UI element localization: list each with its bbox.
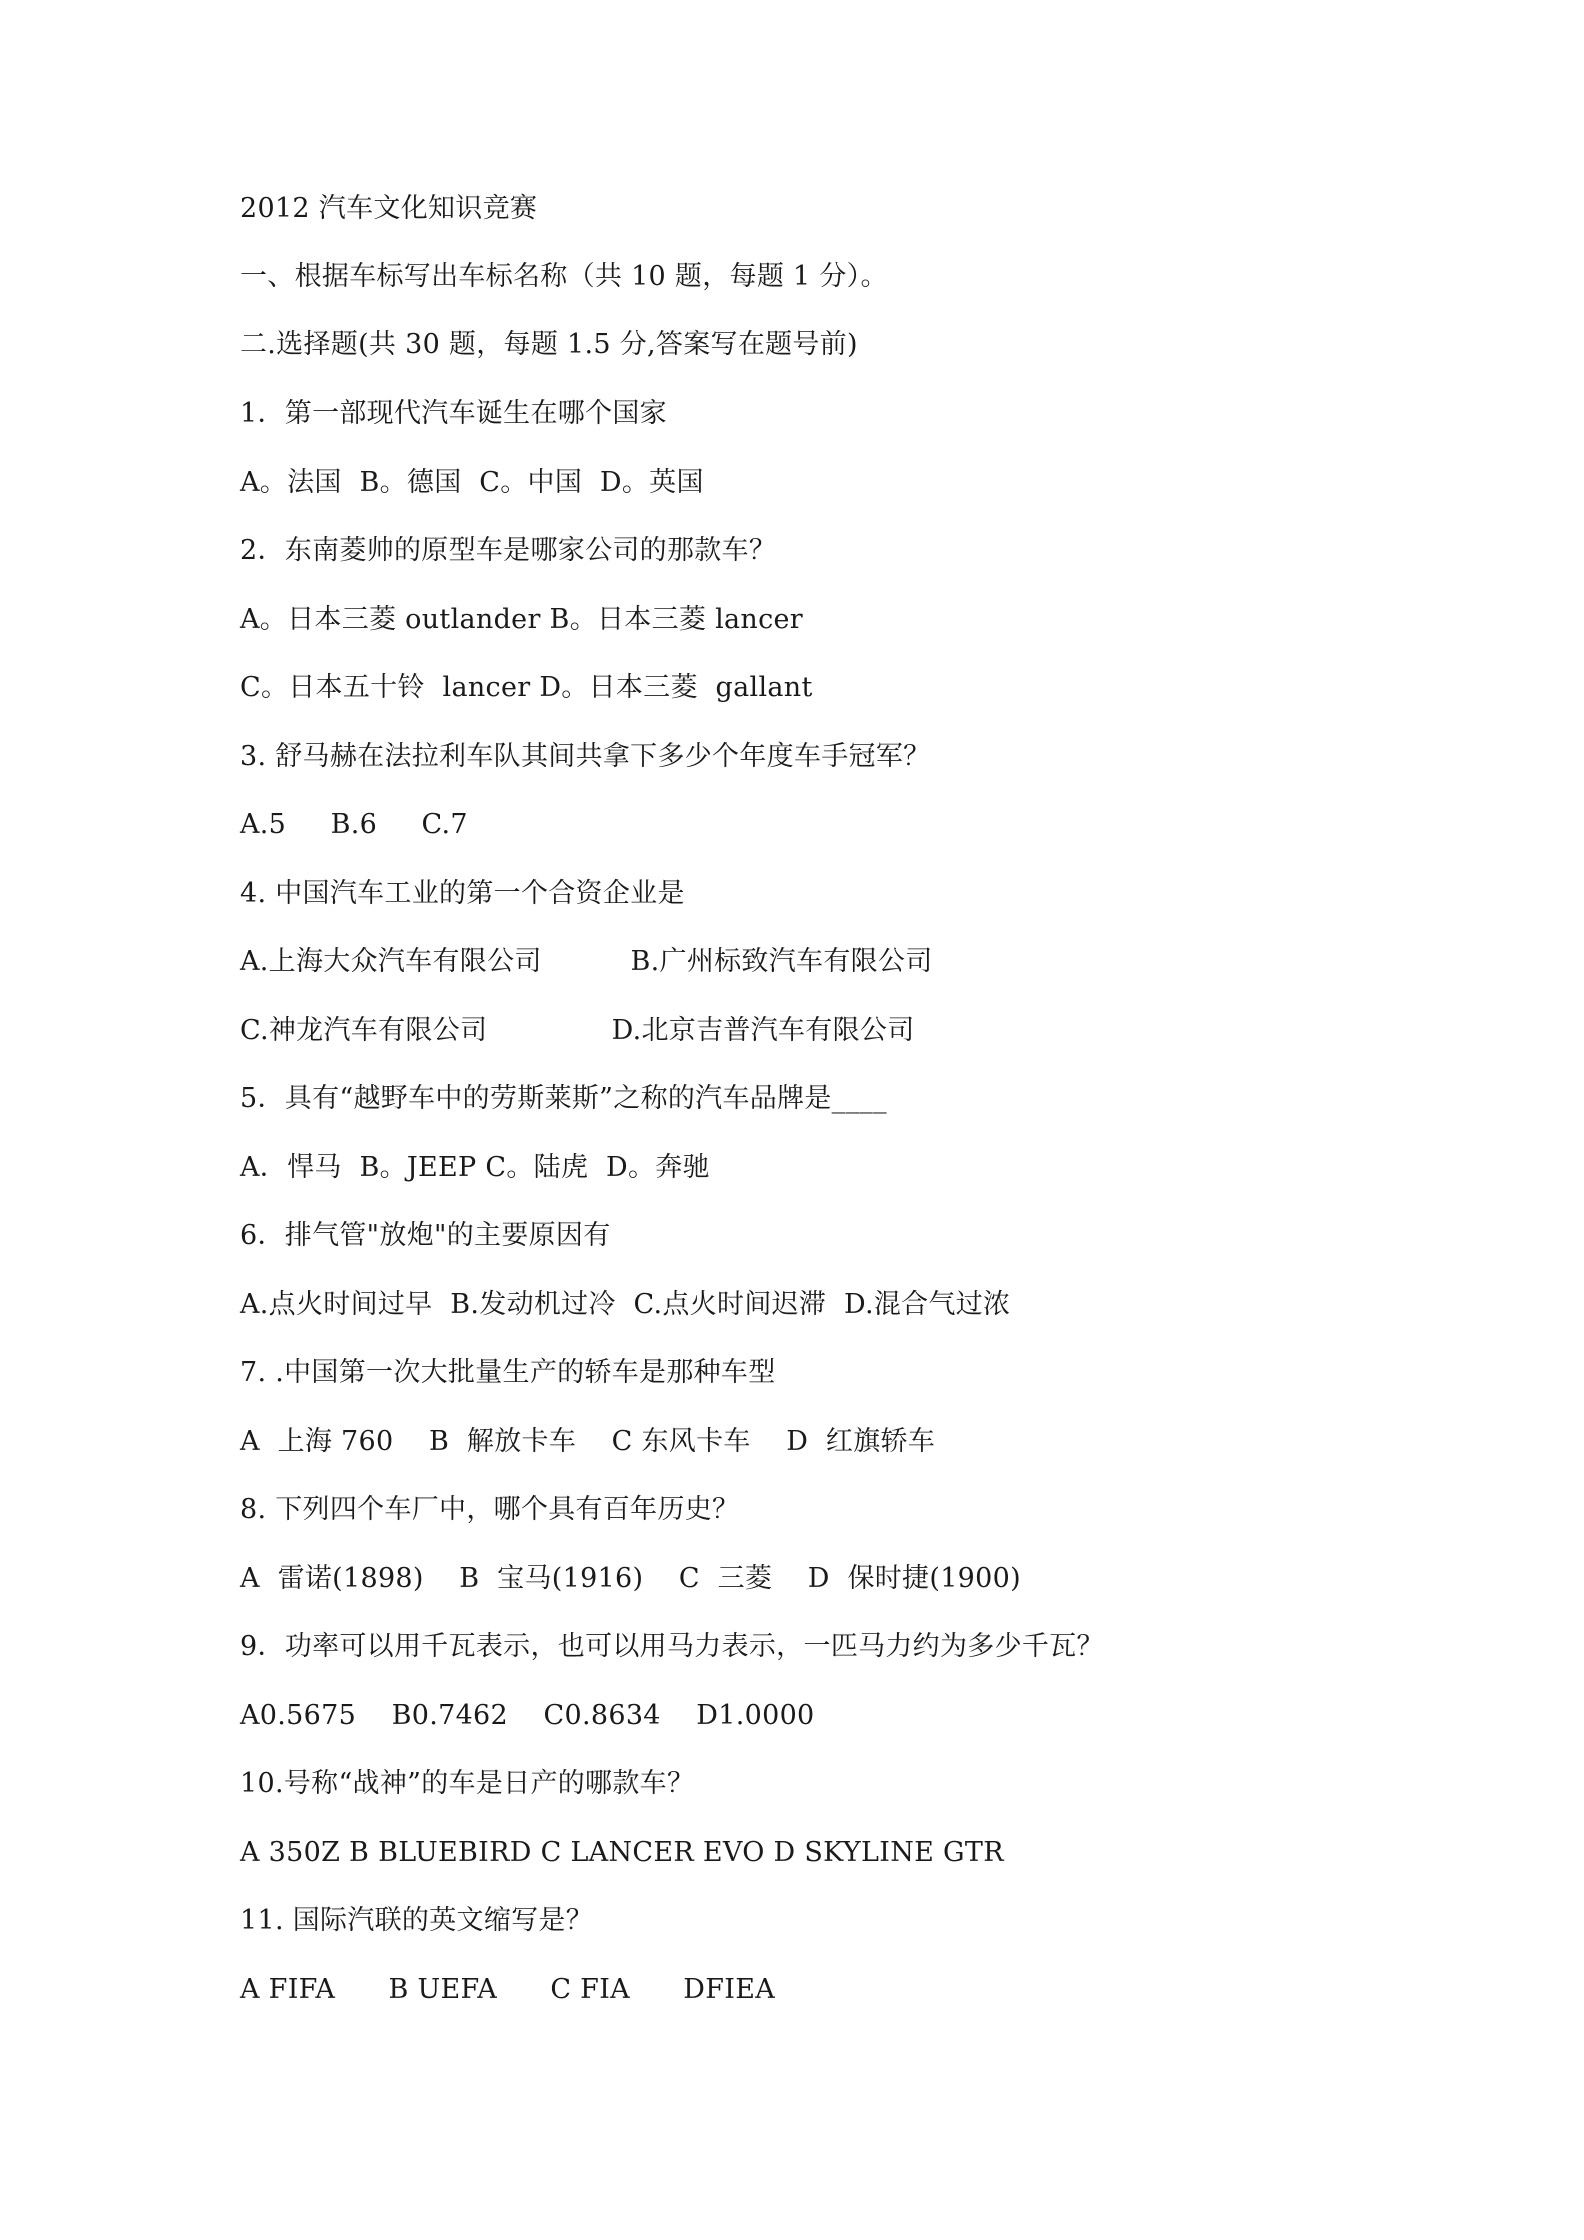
question-10-options: A 350Z B BLUEBIRD C LANCER EVO D SKYLINE GTR <box>240 1837 1004 1868</box>
question-2-options-cd: C。日本五十铃 lancer D。日本三菱 gallant <box>240 672 813 703</box>
section-heading-logos: 一、根据车标写出车标名称（共 10 题，每题 1 分）。 <box>240 261 888 292</box>
question-10: 10.号称“战神”的车是日产的哪款车？ <box>240 1768 695 1799</box>
question-6: 6．排气管"放炮"的主要原因有 <box>240 1220 611 1251</box>
question-6-options: A.点火时间过早 B.发动机过冷 C.点火时间迟滞 D.混合气过浓 <box>240 1289 1011 1320</box>
question-3-options: A.5 B.6 C.7 <box>240 809 468 840</box>
question-9-options: A0.5675 B0.7462 C0.8634 D1.0000 <box>240 1700 815 1731</box>
question-2: 2．东南菱帅的原型车是哪家公司的那款车？ <box>240 535 777 566</box>
question-3: 3. 舒马赫在法拉利车队其间共拿下多少个年度车手冠军？ <box>240 741 931 772</box>
question-4-options-cd: C.神龙汽车有限公司 D.北京吉普汽车有限公司 <box>240 1015 915 1046</box>
question-11-options: A FIFA B UEFA C FIA DFIEA <box>240 1974 776 2005</box>
question-4: 4. 中国汽车工业的第一个合资企业是 <box>240 878 685 909</box>
question-7: 7. .中国第一次大批量生产的轿车是那种车型 <box>240 1357 776 1388</box>
question-8: 8. 下列四个车厂中，哪个具有百年历史？ <box>240 1494 740 1525</box>
question-5-options: A．悍马 B。JEEP C。陆虎 D。奔驰 <box>240 1152 710 1183</box>
question-1: 1．第一部现代汽车诞生在哪个国家 <box>240 398 667 429</box>
question-2-options-ab: A。日本三菱 outlander B。日本三菱 lancer <box>240 604 804 635</box>
section-heading-choice: 二.选择题(共 30 题，每题 1.5 分,答案写在题号前) <box>240 329 858 360</box>
question-1-options: A。法国 B。德国 C。中国 D。英国 <box>240 467 704 498</box>
question-9: 9．功率可以用千瓦表示，也可以用马力表示，一匹马力约为多少千瓦？ <box>240 1631 1104 1662</box>
question-4-options-ab: A.上海大众汽车有限公司 B.广州标致汽车有限公司 <box>240 946 933 977</box>
document-title: 2012 汽车文化知识竞赛 <box>240 193 538 224</box>
question-5: 5．具有“越野车中的劳斯莱斯”之称的汽车品牌是____ <box>240 1083 887 1114</box>
question-11: 11. 国际汽联的英文缩写是？ <box>240 1905 594 1936</box>
question-8-options: A 雷诺(1898) B 宝马(1916) C 三菱 D 保时捷(1900) <box>240 1563 1021 1594</box>
question-7-options: A 上海 760 B 解放卡车 C 东风卡车 D 红旗轿车 <box>240 1426 936 1457</box>
